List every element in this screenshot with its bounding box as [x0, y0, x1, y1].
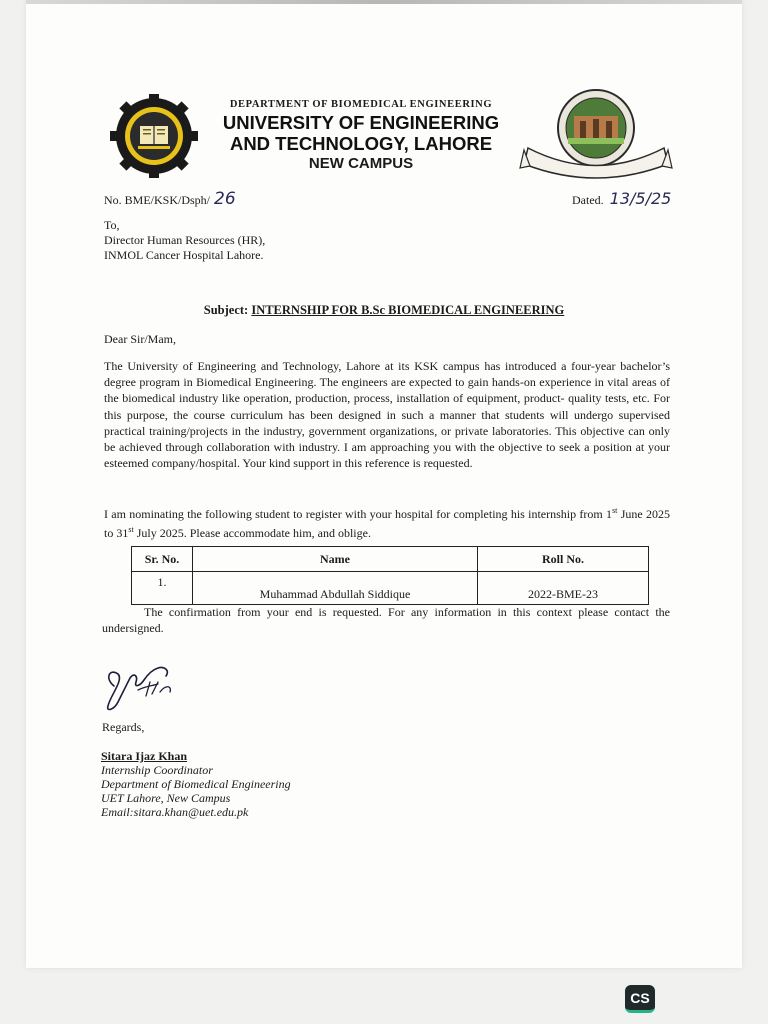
closing-regards: Regards, — [102, 720, 145, 734]
reference-handwritten-number: 26 — [214, 189, 236, 209]
university-name-line2: AND TECHNOLOGY, LAHORE — [229, 133, 493, 154]
salutation: Dear Sir/Mam, — [104, 332, 176, 346]
table-header-row — [132, 547, 649, 572]
header-name: Name — [193, 547, 478, 572]
nominee-table — [131, 546, 649, 605]
cell-sr-no: 1. — [132, 572, 193, 605]
recipient-line2: INMOL Cancer Hospital Lahore. — [104, 248, 264, 262]
university-name-line1: UNIVERSITY OF ENGINEERING — [222, 112, 500, 133]
p2-superscript-2: st — [128, 525, 134, 535]
reference-number — [104, 189, 236, 209]
header-sr-no: Sr. No. — [132, 547, 193, 572]
department-heading: DEPARTMENT OF BIOMEDICAL ENGINEERING — [229, 99, 493, 110]
campus-building-seal-icon — [518, 88, 674, 180]
body-paragraph-2 — [104, 503, 670, 541]
p2-text-3: July 2025. Please accommodate him, and oblige. — [133, 526, 371, 541]
letter-date — [572, 189, 671, 208]
subject-label: Subject: — [203, 303, 249, 317]
subject-line — [0, 303, 768, 318]
recipient-line1: Director Human Resources (HR), — [104, 233, 266, 247]
signatory-department: Department of Biomedical Engineering — [101, 777, 291, 791]
p2-text-1: I am nominating the following student to register with your hospital for completing his internship from 1 — [104, 507, 613, 521]
header-roll-no: Roll No. — [478, 547, 649, 572]
recipient-to: To, — [104, 218, 120, 232]
reference-label: No. BME/KSK/Dsph/ — [104, 193, 211, 207]
cell-roll-no: 2022-BME-23 — [478, 572, 649, 605]
p2-superscript-1: st — [612, 506, 618, 515]
uet-gear-emblem-icon — [106, 94, 202, 178]
handwritten-signature-icon — [100, 656, 180, 716]
recipient-address — [104, 218, 265, 263]
scan-edge — [26, 0, 742, 4]
date-handwritten-value: 13/5/25 — [609, 189, 672, 208]
cell-name: Muhammad Abdullah Siddique — [193, 572, 478, 605]
signatory-email: Email:sitara.khan@uet.edu.pk — [101, 805, 249, 819]
camscanner-watermark-icon: CS — [625, 985, 655, 1013]
body-paragraph-3: The confirmation from your end is requested. For any information in this context please contact the undersigned. — [102, 605, 670, 636]
table-row — [132, 572, 649, 605]
campus-name: NEW CAMPUS — [308, 155, 414, 172]
p2-text-2: June 2025 to 31 — [104, 507, 671, 541]
signatory-name: Sitara Ijaz Khan — [101, 749, 188, 763]
signatory-title: Internship Coordinator — [101, 763, 213, 777]
signatory-campus: UET Lahore, New Campus — [101, 791, 231, 805]
signatory-block — [101, 749, 291, 819]
subject-text: INTERNSHIP FOR B.Sc BIOMEDICAL ENGINEERING — [251, 303, 565, 317]
date-label: Dated. — [572, 193, 604, 207]
body-paragraph-1: The University of Engineering and Technology, Lahore at its KSK campus has introduced a four-year bachelor’s degree program in Biomedical Engineering. The engineers are expected to gain hands-on experience in vital areas of the biomedical industry like operation, production, process, installation of equipment, product- quality tests, etc. For this purpose, the course curriculum has been designed in such a manner that students will undergo supervised practical training/projects in the industry, government organizations, or private laboratories. This objective can only be achieved through collaboration with industry. I am approaching you with the objective to seek a position at your esteemed company/hospital. Your kind support in this reference is requested. — [104, 359, 670, 471]
